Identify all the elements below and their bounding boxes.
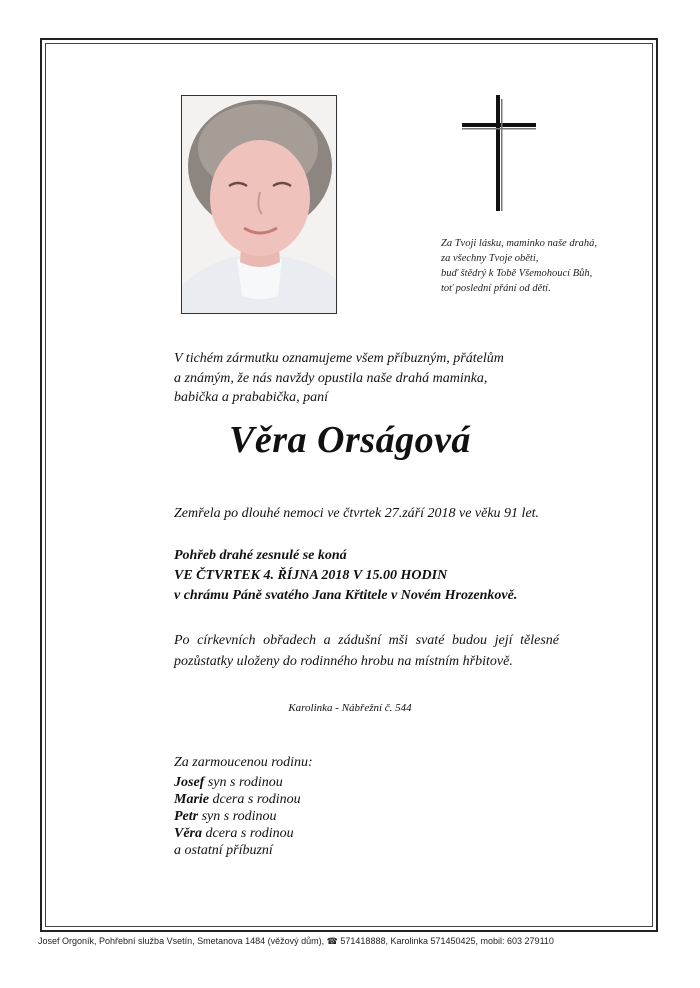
inner-border — [45, 43, 653, 927]
poem-line: toť poslední přání od dětí. — [441, 283, 551, 294]
family-heading: Za zarmoucenou rodinu: — [174, 755, 313, 770]
burial-line: Po církevních obřadech a zádušní mši svaté budou její tělesné — [174, 633, 559, 648]
cross-icon — [462, 95, 536, 211]
footer-text: Josef Orgoník, Pohřební služba Vsetín, Smetanova 1484 (věžový dům), — [38, 936, 325, 946]
deceased-name: Věra Orságová — [229, 419, 471, 461]
burial-line: pozůstatky uloženy do rodinného hrobu na místním hřbitově. — [174, 654, 513, 669]
member-relation: dcera s rodinou — [209, 792, 301, 807]
member-name: Petr — [174, 809, 199, 824]
member-relation: syn s rodinou — [198, 809, 277, 824]
intro-line: V tichém zármutku oznamujeme všem příbuzným, přátelům — [174, 351, 504, 366]
member-name: Věra — [174, 826, 202, 841]
portrait-photo — [181, 95, 337, 314]
family-member — [174, 791, 301, 808]
family-member — [174, 774, 301, 791]
family-member — [174, 842, 301, 859]
death-notice: Zemřela po dlouhé nemoci ve čtvrtek 27.září 2018 ve věku 91 let. — [174, 506, 540, 521]
family-list — [174, 774, 301, 859]
footer-phones: 571418888, Karolinka 571450425, mobil: 603 279110 — [340, 936, 554, 946]
poem — [441, 236, 661, 296]
member-relation: dcera s rodinou — [202, 826, 294, 841]
funeral-date: VE ČTVRTEK 4. ŘÍJNA 2018 V 15.00 HODIN — [174, 568, 448, 583]
announcement-intro — [174, 349, 594, 408]
address: Karolinka - Nábřežní č. 544 — [288, 702, 412, 714]
funeral-place: v chrámu Páně svatého Jana Křtitele v Novém Hrozenkově. — [174, 588, 518, 603]
family-member — [174, 808, 301, 825]
family-member — [174, 825, 301, 842]
burial-notice — [174, 630, 559, 672]
intro-line: a známým, že nás navždy opustila naše drahá maminka, — [174, 370, 488, 386]
undertaker-footer — [38, 936, 678, 947]
funeral-line: Pohřeb drahé zesnulé se koná — [174, 548, 347, 563]
funeral-details — [174, 546, 517, 606]
member-relation: syn s rodinou — [204, 775, 283, 790]
poem-line: buď štědrý k Tobě Všemohoucí Bůh, — [441, 268, 593, 279]
telephone-icon: ☎ — [326, 936, 338, 946]
member-name: Marie — [174, 792, 209, 807]
member-name: Josef — [174, 775, 205, 790]
member-relation: a ostatní příbuzní — [174, 843, 273, 858]
poem-line: Za Tvoji lásku, maminko naše drahá, — [441, 238, 598, 249]
intro-line: babička a prababička, paní — [174, 390, 328, 405]
poem-line: za všechny Tvoje oběti, — [441, 253, 539, 264]
